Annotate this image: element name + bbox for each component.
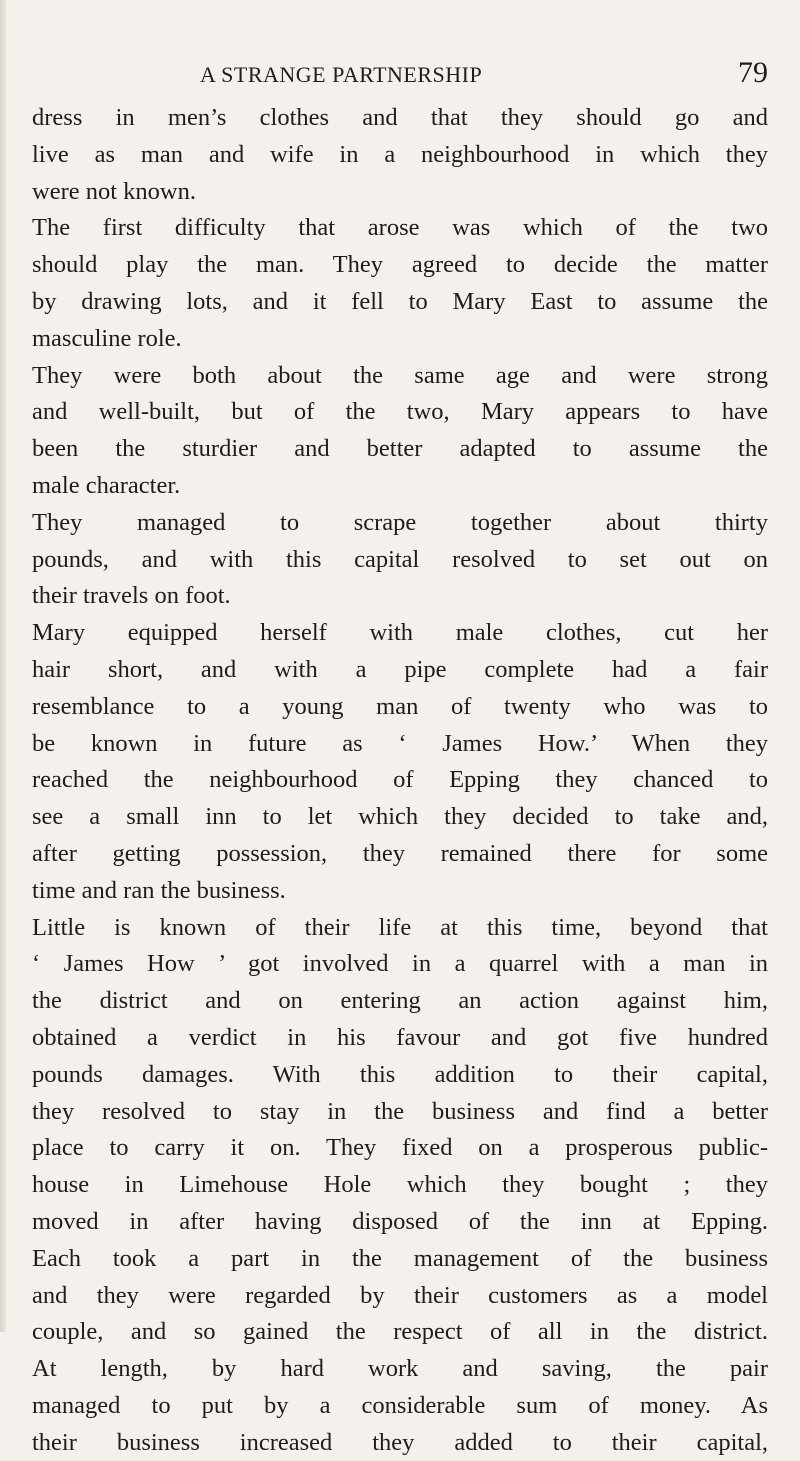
text-line: They were both about the same age and were strong [32, 361, 768, 389]
text-line: see a small inn to let which they decided to take and, [32, 803, 768, 831]
text-line: hair short, and with a pipe complete had a fair [32, 655, 768, 683]
text-line: Mary equipped herself with male clothes, cut her [32, 619, 768, 647]
text-line: male character. [32, 471, 181, 499]
page-header [32, 58, 768, 102]
text-line: pounds, and with this capital resolved to set out on [32, 545, 768, 573]
text-line: their travels on foot. [32, 582, 231, 610]
text-line: time and ran the business. [32, 876, 286, 904]
text-line: At length, by hard work and saving, the pair [32, 1355, 768, 1383]
text-line: obtained a verdict in his favour and got five hundred [32, 1023, 768, 1051]
text-line: managed to put by a considerable sum of money. As [32, 1391, 768, 1419]
body-text [32, 100, 768, 1461]
text-line: reached the neighbourhood of Epping they chanced to [32, 766, 768, 794]
text-line: They managed to scrape together about thirty [32, 508, 768, 536]
text-line: resemblance to a young man of twenty who was to [32, 692, 768, 720]
text-line: pounds damages. With this addition to their capital, [32, 1060, 768, 1088]
text-line: the district and on entering an action against him, [32, 987, 768, 1015]
text-line: masculine role. [32, 324, 182, 352]
text-line: dress in men’s clothes and that they should go and [32, 104, 768, 131]
text-line: ‘ James How ’ got involved in a quarrel with a man in [32, 950, 768, 978]
running-head: A STRANGE PARTNERSHIP [200, 62, 483, 87]
text-line: live as man and wife in a neighbourhood in which they [32, 140, 768, 168]
text-line: after getting possession, they remained there for some [32, 839, 768, 867]
text-line: place to carry it on. They fixed on a prosperous public- [32, 1134, 768, 1162]
text-line: be known in future as ‘ James How.’ When they [32, 729, 768, 757]
text-line: were not known. [32, 177, 196, 205]
text-line: by drawing lots, and it fell to Mary East to assume the [32, 287, 768, 315]
text-line: and they were regarded by their customers as a model [32, 1281, 768, 1309]
text-line: couple, and so gained the respect of all in the district. [32, 1318, 768, 1346]
text-line: moved in after having disposed of the inn at Epping. [32, 1207, 768, 1235]
text-line: The first difficulty that arose was which of the two [32, 214, 768, 242]
text-line: their business increased they added to their capital, [32, 1428, 768, 1456]
text-line: Each took a part in the management of the business [32, 1244, 768, 1272]
text-line: house in Limehouse Hole which they bought ; they [32, 1171, 768, 1199]
text-line: been the sturdier and better adapted to assume the [32, 435, 768, 463]
text-line: and well-built, but of the two, Mary appears to have [32, 398, 768, 426]
text-line: Little is known of their life at this time, beyond that [32, 913, 768, 941]
text-line: they resolved to stay in the business and find a better [32, 1097, 768, 1125]
page-number: 79 [738, 56, 768, 89]
page-edge [0, 0, 6, 1332]
text-line: should play the man. They agreed to decide the matter [32, 251, 768, 279]
